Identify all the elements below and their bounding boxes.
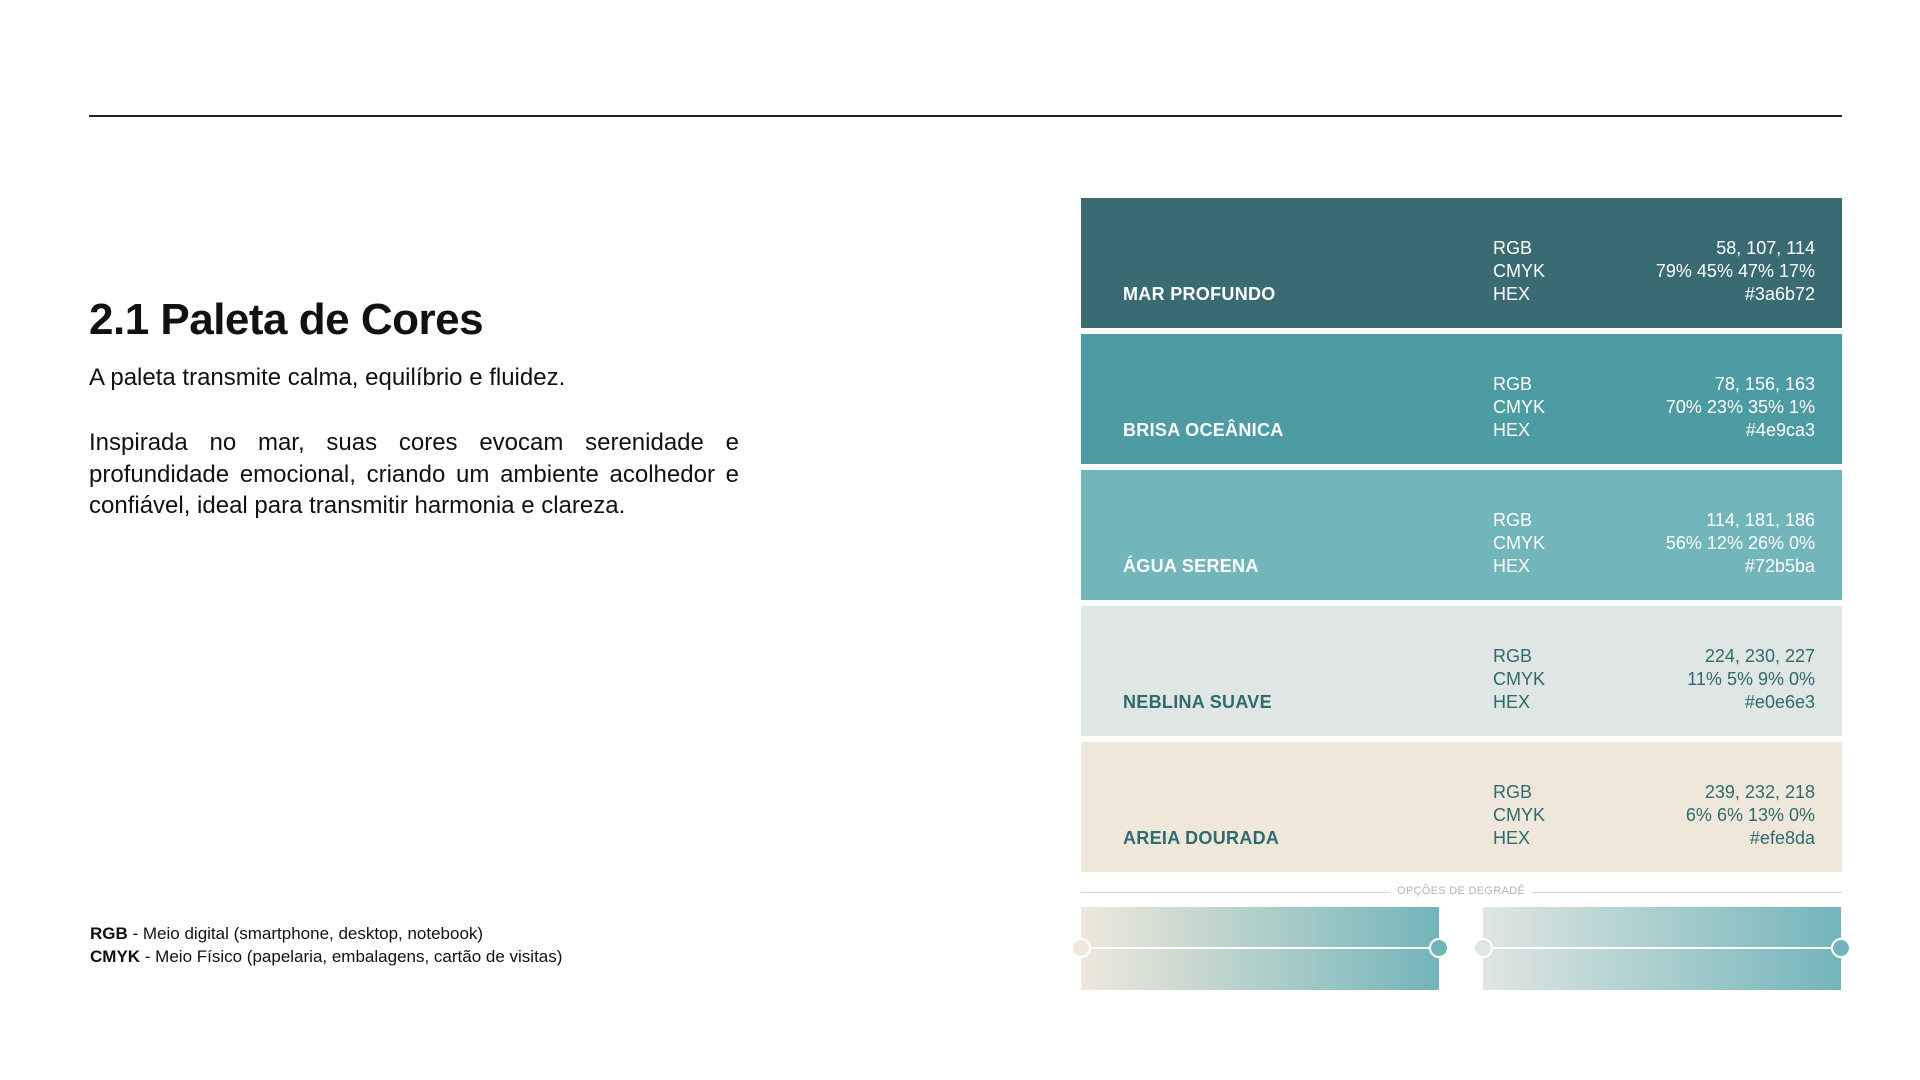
gradient-end-stop[interactable]	[1429, 938, 1449, 958]
swatch-name: ÁGUA SERENA	[1123, 556, 1259, 576]
cmyk-value: 11% 5% 9% 0%	[1687, 669, 1815, 689]
hex-value: #72b5ba	[1744, 556, 1815, 576]
swatch-values	[1666, 373, 1815, 442]
description-paragraph: Inspirada no mar, suas cores evocam serenidade e profundidade emocional, criando um ambiente acolhedor e confiável, ideal para transmitir harmonia e clareza.	[89, 429, 739, 519]
swatch-mar-profundo	[1081, 198, 1842, 328]
gradient-start-stop[interactable]	[1473, 938, 1493, 958]
gradient-mist-to-serene	[1483, 907, 1841, 990]
hex-value: #3a6b72	[1744, 284, 1815, 304]
gradient-sand-to-serene	[1081, 907, 1439, 990]
hex-value: #efe8da	[1749, 828, 1815, 848]
page-subtitle: A paleta transmite calma, equilíbrio e fluidez.	[89, 364, 566, 391]
swatch-labels: RGB CMYK HEX	[1493, 510, 1546, 576]
rgb-value: 78, 156, 163	[1714, 374, 1815, 394]
rgb-value: 58, 107, 114	[1716, 238, 1815, 258]
hex-value: #4e9ca3	[1745, 420, 1815, 440]
cmyk-value: 79% 45% 47% 17%	[1655, 261, 1815, 281]
gradient-track	[1081, 947, 1439, 949]
cmyk-value: 56% 12% 26% 0%	[1665, 533, 1815, 553]
swatch-areia-dourada	[1081, 742, 1842, 872]
rgb-value: 239, 232, 218	[1704, 782, 1815, 802]
swatch-labels: RGB CMYK HEX	[1493, 646, 1546, 712]
page-title: 2.1 Paleta de Cores	[89, 295, 484, 344]
legend-rgb: RGB - Meio digital (smartphone, desktop, notebook)	[90, 924, 484, 943]
hex-value: #e0e6e3	[1744, 692, 1815, 712]
swatch-neblina-suave	[1081, 606, 1842, 736]
cmyk-value: 6% 6% 13% 0%	[1685, 805, 1815, 825]
swatch-name: AREIA DOURADA	[1123, 828, 1280, 848]
swatch-name: MAR PROFUNDO	[1123, 284, 1276, 304]
swatch-labels: RGB CMYK HEX	[1493, 238, 1546, 304]
rgb-value: 224, 230, 227	[1704, 646, 1815, 666]
legend-cmyk: CMYK - Meio Físico (papelaria, embalagens, cartão de visitas)	[90, 947, 563, 966]
swatch-name: BRISA OCEÂNICA	[1123, 420, 1284, 440]
color-mode-legend	[90, 922, 562, 968]
swatch-labels: RGB CMYK HEX	[1493, 374, 1546, 440]
swatch-labels: RGB CMYK HEX	[1493, 782, 1546, 848]
swatch-values	[1686, 781, 1815, 850]
gradient-track	[1483, 947, 1841, 949]
swatch-values	[1656, 237, 1815, 306]
cmyk-value: 70% 23% 35% 1%	[1665, 397, 1815, 417]
color-palette	[1081, 198, 1842, 878]
swatch-values	[1687, 645, 1815, 714]
swatch-agua-serena	[1081, 470, 1842, 600]
swatch-brisa-oceanica	[1081, 334, 1842, 464]
gradient-start-stop[interactable]	[1071, 938, 1091, 958]
gradient-end-stop[interactable]	[1831, 938, 1851, 958]
rgb-value: 114, 181, 186	[1706, 510, 1815, 530]
swatch-name: NEBLINA SUAVE	[1123, 692, 1272, 712]
gradient-caption: OPÇÕES DE DEGRADÊ	[1390, 885, 1532, 897]
top-divider	[89, 115, 1842, 117]
swatch-values	[1666, 509, 1815, 578]
